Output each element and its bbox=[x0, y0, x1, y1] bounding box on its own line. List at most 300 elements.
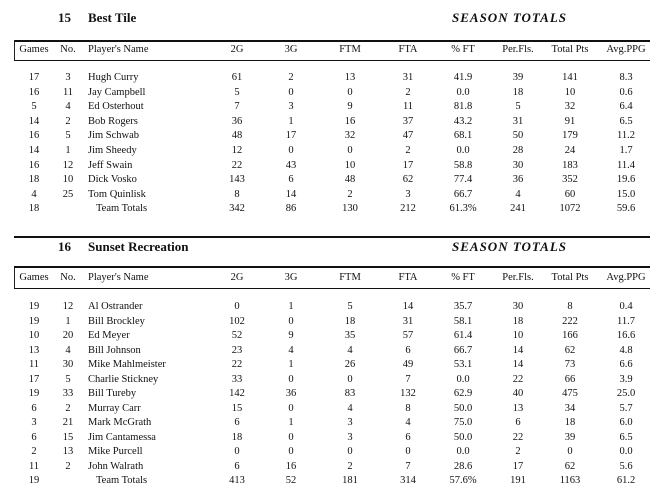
cell-no: 30 bbox=[62, 359, 74, 370]
total-fta: 314 bbox=[400, 475, 416, 486]
cell-pct-ft: 28.6 bbox=[453, 461, 473, 472]
cell-fta: 62 bbox=[402, 174, 414, 185]
cell-no: 2 bbox=[65, 461, 71, 472]
cell-no: 13 bbox=[62, 446, 74, 457]
cell-avg-ppg: 6.0 bbox=[619, 417, 633, 428]
cell-pct-ft: 61.4 bbox=[453, 330, 473, 341]
cell-fta: 31 bbox=[402, 72, 414, 83]
cell-pct-ft: 50.0 bbox=[453, 432, 473, 443]
header-3g: 3G bbox=[284, 272, 298, 283]
cell-per-fls: 5 bbox=[515, 101, 521, 112]
cell-pct-ft: 41.9 bbox=[453, 72, 473, 83]
cell-pct-ft: 66.7 bbox=[453, 345, 473, 356]
cell-avg-ppg: 6.6 bbox=[619, 359, 633, 370]
cell-per-fls: 18 bbox=[512, 316, 524, 327]
cell-player-name: Jim Schwab bbox=[88, 130, 140, 141]
team-2-separator-rule bbox=[14, 236, 650, 238]
cell-player-name: Bill Johnson bbox=[88, 345, 141, 356]
cell-avg-ppg: 11.4 bbox=[617, 160, 635, 171]
table-row bbox=[0, 116, 660, 130]
cell-games: 4 bbox=[31, 189, 37, 200]
cell-per-fls: 4 bbox=[515, 189, 521, 200]
cell-player-name: Jim Sheedy bbox=[88, 145, 137, 156]
cell-avg-ppg: 3.9 bbox=[619, 374, 633, 385]
table-row bbox=[0, 461, 660, 475]
table-row bbox=[0, 316, 660, 330]
cell-ftm: 48 bbox=[344, 174, 356, 185]
cell-avg-ppg: 25.0 bbox=[616, 388, 636, 399]
cell-no: 33 bbox=[62, 388, 74, 399]
cell-total-pts: 32 bbox=[564, 101, 576, 112]
cell-per-fls: 10 bbox=[512, 330, 524, 341]
header-per-fls: Per.Fls. bbox=[502, 44, 534, 55]
header-player-name: Player's Name bbox=[88, 44, 149, 55]
cell-2g: 102 bbox=[229, 316, 245, 327]
cell-3g: 9 bbox=[288, 330, 294, 341]
table-row bbox=[0, 301, 660, 315]
table-row bbox=[0, 101, 660, 115]
cell-no: 20 bbox=[62, 330, 74, 341]
cell-3g: 3 bbox=[288, 101, 294, 112]
cell-pct-ft: 77.4 bbox=[453, 174, 473, 185]
cell-total-pts: 66 bbox=[564, 374, 576, 385]
team-1-header-row bbox=[0, 44, 660, 58]
header-pct-ft: % FT bbox=[451, 44, 475, 55]
cell-total-pts: 222 bbox=[562, 316, 578, 327]
cell-avg-ppg: 11.2 bbox=[617, 130, 635, 141]
cell-avg-ppg: 4.8 bbox=[619, 345, 633, 356]
cell-2g: 15 bbox=[231, 403, 243, 414]
team-1-season-totals: SEASON TOTALS bbox=[452, 10, 567, 25]
cell-games: 19 bbox=[28, 301, 40, 312]
cell-per-fls: 31 bbox=[512, 116, 524, 127]
cell-2g: 8 bbox=[234, 189, 240, 200]
cell-ftm: 13 bbox=[344, 72, 356, 83]
cell-total-pts: 141 bbox=[562, 72, 578, 83]
cell-avg-ppg: 15.0 bbox=[616, 189, 636, 200]
cell-fta: 132 bbox=[400, 388, 416, 399]
cell-3g: 6 bbox=[288, 174, 294, 185]
cell-3g: 1 bbox=[288, 417, 294, 428]
cell-total-pts: 60 bbox=[564, 189, 576, 200]
cell-total-pts: 62 bbox=[564, 345, 576, 356]
cell-player-name: Mike Mahlmeister bbox=[88, 359, 166, 370]
header-total-pts: Total Pts bbox=[551, 272, 589, 283]
table-row bbox=[0, 145, 660, 159]
cell-pct-ft: 0.0 bbox=[456, 87, 470, 98]
team-2-header-bottom-rule bbox=[14, 288, 650, 289]
total-fta: 212 bbox=[400, 203, 416, 214]
cell-player-name: Dick Vosko bbox=[88, 174, 137, 185]
cell-per-fls: 50 bbox=[512, 130, 524, 141]
cell-2g: 0 bbox=[234, 446, 240, 457]
cell-2g: 52 bbox=[231, 330, 243, 341]
cell-ftm: 35 bbox=[344, 330, 356, 341]
cell-no: 4 bbox=[65, 101, 71, 112]
total-2g: 413 bbox=[229, 475, 245, 486]
cell-no: 21 bbox=[62, 417, 74, 428]
total-per-fls: 191 bbox=[510, 475, 526, 486]
header-pct-ft: % FT bbox=[451, 272, 475, 283]
cell-total-pts: 183 bbox=[562, 160, 578, 171]
cell-player-name: Al Ostrander bbox=[88, 301, 143, 312]
cell-avg-ppg: 5.7 bbox=[619, 403, 633, 414]
cell-3g: 1 bbox=[288, 301, 294, 312]
total-ftm: 181 bbox=[342, 475, 358, 486]
table-row bbox=[0, 359, 660, 373]
cell-fta: 57 bbox=[402, 330, 414, 341]
cell-total-pts: 8 bbox=[567, 301, 573, 312]
table-row bbox=[0, 330, 660, 344]
header-2g: 2G bbox=[230, 44, 244, 55]
cell-pct-ft: 81.8 bbox=[453, 101, 473, 112]
header-avg-ppg: Avg.PPG bbox=[606, 272, 646, 283]
cell-3g: 1 bbox=[288, 359, 294, 370]
header-fta: FTA bbox=[398, 272, 418, 283]
header-total-pts: Total Pts bbox=[551, 44, 589, 55]
cell-per-fls: 30 bbox=[512, 301, 524, 312]
total-pct-ft: 61.3% bbox=[449, 203, 477, 214]
cell-2g: 18 bbox=[231, 432, 243, 443]
cell-avg-ppg: 0.6 bbox=[619, 87, 633, 98]
cell-avg-ppg: 1.7 bbox=[619, 145, 633, 156]
cell-player-name: Ed Osterhout bbox=[88, 101, 144, 112]
cell-ftm: 2 bbox=[347, 189, 353, 200]
cell-2g: 0 bbox=[234, 301, 240, 312]
cell-player-name: Mark McGrath bbox=[88, 417, 152, 428]
total-total-pts: 1072 bbox=[559, 203, 581, 214]
cell-per-fls: 6 bbox=[515, 417, 521, 428]
cell-fta: 7 bbox=[405, 374, 411, 385]
cell-per-fls: 2 bbox=[515, 446, 521, 457]
cell-ftm: 26 bbox=[344, 359, 356, 370]
header-no: No. bbox=[60, 44, 76, 55]
cell-fta: 6 bbox=[405, 432, 411, 443]
total-pct-ft: 57.6% bbox=[449, 475, 477, 486]
table-row bbox=[0, 388, 660, 402]
cell-pct-ft: 35.7 bbox=[453, 301, 473, 312]
cell-pct-ft: 0.0 bbox=[456, 145, 470, 156]
cell-fta: 17 bbox=[402, 160, 414, 171]
total-per-fls: 241 bbox=[510, 203, 526, 214]
cell-avg-ppg: 8.3 bbox=[619, 72, 633, 83]
cell-player-name: Bill Tureby bbox=[88, 388, 137, 399]
cell-per-fls: 30 bbox=[512, 160, 524, 171]
cell-total-pts: 475 bbox=[562, 388, 578, 399]
cell-games: 6 bbox=[31, 432, 37, 443]
team-totals-row bbox=[0, 475, 660, 489]
cell-no: 1 bbox=[65, 145, 71, 156]
cell-per-fls: 39 bbox=[512, 72, 524, 83]
table-row bbox=[0, 432, 660, 446]
cell-total-pts: 62 bbox=[564, 461, 576, 472]
table-row bbox=[0, 403, 660, 417]
header-3g: 3G bbox=[284, 44, 298, 55]
cell-per-fls: 22 bbox=[512, 374, 524, 385]
cell-2g: 6 bbox=[234, 461, 240, 472]
cell-ftm: 9 bbox=[347, 101, 353, 112]
cell-total-pts: 34 bbox=[564, 403, 576, 414]
table-row bbox=[0, 446, 660, 460]
cell-ftm: 32 bbox=[344, 130, 356, 141]
cell-pct-ft: 62.9 bbox=[453, 388, 473, 399]
table-row bbox=[0, 87, 660, 101]
total-avg-ppg: 61.2 bbox=[616, 475, 636, 486]
cell-2g: 5 bbox=[234, 87, 240, 98]
cell-games: 14 bbox=[28, 116, 40, 127]
cell-fta: 11 bbox=[402, 101, 414, 112]
cell-ftm: 2 bbox=[347, 461, 353, 472]
total-2g: 342 bbox=[229, 203, 245, 214]
cell-per-fls: 14 bbox=[512, 345, 524, 356]
cell-2g: 143 bbox=[229, 174, 245, 185]
cell-fta: 2 bbox=[405, 87, 411, 98]
cell-per-fls: 13 bbox=[512, 403, 524, 414]
header-left-border bbox=[14, 268, 15, 288]
cell-avg-ppg: 16.6 bbox=[616, 330, 636, 341]
cell-player-name: Murray Carr bbox=[88, 403, 141, 414]
cell-fta: 47 bbox=[402, 130, 414, 141]
total-avg-ppg: 59.6 bbox=[616, 203, 636, 214]
team-2-number: 16 bbox=[58, 239, 71, 254]
cell-ftm: 4 bbox=[347, 345, 353, 356]
cell-per-fls: 22 bbox=[512, 432, 524, 443]
cell-ftm: 4 bbox=[347, 403, 353, 414]
cell-no: 15 bbox=[62, 432, 74, 443]
team-2-name: Sunset Recreation bbox=[88, 239, 189, 254]
cell-total-pts: 10 bbox=[564, 87, 576, 98]
cell-player-name: Bill Brockley bbox=[88, 316, 145, 327]
cell-3g: 1 bbox=[288, 116, 294, 127]
cell-avg-ppg: 0.0 bbox=[619, 446, 633, 457]
cell-player-name: Tom Quinlisk bbox=[88, 189, 146, 200]
cell-games: 18 bbox=[28, 174, 40, 185]
table-row bbox=[0, 345, 660, 359]
header-games: Games bbox=[19, 44, 49, 55]
cell-games: 17 bbox=[28, 374, 40, 385]
cell-2g: 48 bbox=[231, 130, 243, 141]
cell-2g: 7 bbox=[234, 101, 240, 112]
cell-pct-ft: 0.0 bbox=[456, 374, 470, 385]
cell-ftm: 3 bbox=[347, 417, 353, 428]
cell-no: 12 bbox=[62, 301, 74, 312]
cell-pct-ft: 0.0 bbox=[456, 446, 470, 457]
cell-games: 19 bbox=[28, 388, 40, 399]
cell-3g: 17 bbox=[285, 130, 297, 141]
cell-games: 17 bbox=[28, 72, 40, 83]
cell-fta: 0 bbox=[405, 446, 411, 457]
cell-3g: 0 bbox=[288, 432, 294, 443]
table-row bbox=[0, 130, 660, 144]
team-totals-row bbox=[0, 203, 660, 217]
cell-pct-ft: 58.1 bbox=[453, 316, 473, 327]
cell-no: 1 bbox=[65, 316, 71, 327]
cell-no: 25 bbox=[62, 189, 74, 200]
cell-3g: 0 bbox=[288, 374, 294, 385]
cell-games: 11 bbox=[28, 461, 40, 472]
cell-player-name: Mike Purcell bbox=[88, 446, 143, 457]
cell-total-pts: 352 bbox=[562, 174, 578, 185]
cell-player-name: Jim Cantamessa bbox=[88, 432, 156, 443]
cell-avg-ppg: 6.5 bbox=[619, 116, 633, 127]
cell-pct-ft: 75.0 bbox=[453, 417, 473, 428]
table-row bbox=[0, 160, 660, 174]
header-ftm: FTM bbox=[339, 272, 361, 283]
cell-2g: 22 bbox=[231, 160, 243, 171]
cell-avg-ppg: 11.7 bbox=[617, 316, 635, 327]
header-per-fls: Per.Fls. bbox=[502, 272, 534, 283]
cell-pct-ft: 50.0 bbox=[453, 403, 473, 414]
cell-2g: 61 bbox=[231, 72, 243, 83]
cell-fta: 7 bbox=[405, 461, 411, 472]
cell-total-pts: 179 bbox=[562, 130, 578, 141]
cell-total-pts: 18 bbox=[564, 417, 576, 428]
cell-ftm: 5 bbox=[347, 301, 353, 312]
cell-games: 13 bbox=[28, 345, 40, 356]
table-row bbox=[0, 72, 660, 86]
cell-per-fls: 36 bbox=[512, 174, 524, 185]
cell-avg-ppg: 0.4 bbox=[619, 301, 633, 312]
cell-per-fls: 28 bbox=[512, 145, 524, 156]
cell-pct-ft: 68.1 bbox=[453, 130, 473, 141]
total-player-name: Team Totals bbox=[96, 203, 148, 214]
total-3g: 86 bbox=[285, 203, 297, 214]
total-games: 19 bbox=[28, 475, 40, 486]
cell-player-name: John Walrath bbox=[88, 461, 144, 472]
cell-no: 5 bbox=[65, 130, 71, 141]
table-row bbox=[0, 174, 660, 188]
cell-total-pts: 166 bbox=[562, 330, 578, 341]
cell-games: 2 bbox=[31, 446, 37, 457]
header-left-border bbox=[14, 40, 15, 60]
total-ftm: 130 bbox=[342, 203, 358, 214]
cell-no: 10 bbox=[62, 174, 74, 185]
cell-3g: 0 bbox=[288, 316, 294, 327]
cell-no: 4 bbox=[65, 345, 71, 356]
cell-ftm: 16 bbox=[344, 116, 356, 127]
cell-per-fls: 40 bbox=[512, 388, 524, 399]
header-games: Games bbox=[19, 272, 49, 283]
team-1-header-top-rule bbox=[14, 40, 650, 42]
cell-per-fls: 18 bbox=[512, 87, 524, 98]
header-ftm: FTM bbox=[339, 44, 361, 55]
cell-3g: 0 bbox=[288, 446, 294, 457]
cell-fta: 49 bbox=[402, 359, 414, 370]
cell-total-pts: 24 bbox=[564, 145, 576, 156]
cell-avg-ppg: 5.6 bbox=[619, 461, 633, 472]
cell-fta: 14 bbox=[402, 301, 414, 312]
cell-2g: 22 bbox=[231, 359, 243, 370]
team-1-name: Best Tile bbox=[88, 10, 137, 25]
cell-3g: 14 bbox=[285, 189, 297, 200]
total-total-pts: 1163 bbox=[559, 475, 581, 486]
cell-ftm: 3 bbox=[347, 432, 353, 443]
cell-no: 2 bbox=[65, 403, 71, 414]
cell-avg-ppg: 19.6 bbox=[616, 174, 636, 185]
cell-fta: 4 bbox=[405, 417, 411, 428]
cell-pct-ft: 66.7 bbox=[453, 189, 473, 200]
table-row bbox=[0, 189, 660, 203]
cell-games: 19 bbox=[28, 316, 40, 327]
header-2g: 2G bbox=[230, 272, 244, 283]
cell-2g: 6 bbox=[234, 417, 240, 428]
cell-pct-ft: 53.1 bbox=[453, 359, 473, 370]
cell-player-name: Charlie Stickney bbox=[88, 374, 159, 385]
cell-3g: 43 bbox=[285, 160, 297, 171]
cell-games: 16 bbox=[28, 130, 40, 141]
cell-3g: 4 bbox=[288, 345, 294, 356]
cell-3g: 0 bbox=[288, 403, 294, 414]
cell-3g: 0 bbox=[288, 87, 294, 98]
cell-3g: 2 bbox=[288, 72, 294, 83]
cell-total-pts: 0 bbox=[567, 446, 573, 457]
cell-player-name: Hugh Curry bbox=[88, 72, 139, 83]
cell-2g: 33 bbox=[231, 374, 243, 385]
cell-fta: 6 bbox=[405, 345, 411, 356]
cell-player-name: Ed Meyer bbox=[88, 330, 130, 341]
cell-fta: 8 bbox=[405, 403, 411, 414]
cell-player-name: Bob Rogers bbox=[88, 116, 138, 127]
cell-total-pts: 91 bbox=[564, 116, 576, 127]
header-avg-ppg: Avg.PPG bbox=[606, 44, 646, 55]
header-player-name: Player's Name bbox=[88, 272, 149, 283]
cell-2g: 142 bbox=[229, 388, 245, 399]
header-no: No. bbox=[60, 272, 76, 283]
cell-3g: 16 bbox=[285, 461, 297, 472]
cell-fta: 2 bbox=[405, 145, 411, 156]
cell-3g: 36 bbox=[285, 388, 297, 399]
cell-games: 16 bbox=[28, 87, 40, 98]
cell-pct-ft: 58.8 bbox=[453, 160, 473, 171]
cell-per-fls: 14 bbox=[512, 359, 524, 370]
table-row bbox=[0, 417, 660, 431]
cell-no: 2 bbox=[65, 116, 71, 127]
cell-ftm: 0 bbox=[347, 374, 353, 385]
cell-total-pts: 39 bbox=[564, 432, 576, 443]
cell-games: 6 bbox=[31, 403, 37, 414]
cell-no: 12 bbox=[62, 160, 74, 171]
cell-games: 14 bbox=[28, 145, 40, 156]
cell-2g: 12 bbox=[231, 145, 243, 156]
team-1-number: 15 bbox=[58, 10, 71, 25]
team-2-header-row bbox=[0, 272, 660, 286]
cell-2g: 23 bbox=[231, 345, 243, 356]
cell-games: 5 bbox=[31, 101, 37, 112]
cell-total-pts: 73 bbox=[564, 359, 576, 370]
cell-ftm: 18 bbox=[344, 316, 356, 327]
cell-fta: 37 bbox=[402, 116, 414, 127]
team-2-season-totals: SEASON TOTALS bbox=[452, 239, 567, 254]
cell-no: 5 bbox=[65, 374, 71, 385]
cell-pct-ft: 43.2 bbox=[453, 116, 473, 127]
cell-player-name: Jeff Swain bbox=[88, 160, 133, 171]
total-player-name: Team Totals bbox=[96, 475, 148, 486]
cell-2g: 36 bbox=[231, 116, 243, 127]
cell-games: 11 bbox=[28, 359, 40, 370]
cell-ftm: 0 bbox=[347, 446, 353, 457]
cell-avg-ppg: 6.4 bbox=[619, 101, 633, 112]
cell-player-name: Jay Campbell bbox=[88, 87, 146, 98]
total-games: 18 bbox=[28, 203, 40, 214]
team-1-header-bottom-rule bbox=[14, 60, 650, 61]
cell-fta: 3 bbox=[405, 189, 411, 200]
cell-ftm: 0 bbox=[347, 87, 353, 98]
cell-3g: 0 bbox=[288, 145, 294, 156]
table-row bbox=[0, 374, 660, 388]
cell-ftm: 0 bbox=[347, 145, 353, 156]
team-2-header-top-rule bbox=[14, 266, 650, 268]
cell-avg-ppg: 6.5 bbox=[619, 432, 633, 443]
